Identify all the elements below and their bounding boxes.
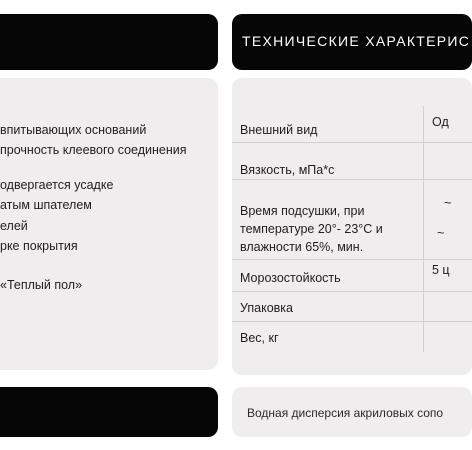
composition-text: Водная дисперсия акриловых сопо bbox=[247, 406, 444, 420]
column-divider bbox=[423, 260, 424, 292]
property-item: одвергается усадке bbox=[0, 178, 114, 192]
spec-row-viscosity bbox=[232, 143, 472, 180]
property-item: рке покрытия bbox=[0, 239, 78, 253]
spec-row-packaging bbox=[232, 292, 472, 322]
property-item: «Теплый пол» bbox=[0, 278, 83, 292]
specs-header-panel bbox=[232, 14, 472, 70]
spec-row-drying-time bbox=[232, 180, 472, 260]
column-divider bbox=[423, 143, 424, 180]
property-item: прочность клеевого соединения bbox=[0, 143, 187, 157]
product-header-panel bbox=[0, 14, 218, 70]
spec-label: Внешний вид bbox=[240, 123, 318, 137]
spec-row-frost-resistance bbox=[232, 260, 472, 292]
specs-table bbox=[232, 78, 472, 375]
spec-value: Од bbox=[432, 115, 449, 129]
spec-value-secondary: ~ bbox=[437, 226, 445, 240]
spec-value: ~ bbox=[444, 196, 452, 210]
spec-label: Время подсушки, при температуре 20°- 23°C и влажности 65%, мин. bbox=[240, 204, 383, 254]
composition-panel bbox=[232, 387, 472, 437]
column-divider bbox=[423, 322, 424, 352]
spec-label: Морозостойкость bbox=[240, 271, 341, 285]
column-divider bbox=[423, 106, 424, 143]
column-divider bbox=[423, 180, 424, 260]
properties-panel bbox=[0, 78, 218, 370]
spec-label: Упаковка bbox=[240, 301, 293, 315]
specs-title: ТЕХНИЧЕСКИЕ ХАРАКТЕРИС bbox=[242, 33, 471, 49]
column-divider bbox=[423, 292, 424, 322]
spec-row-appearance bbox=[232, 106, 472, 143]
spec-row-weight bbox=[232, 322, 472, 352]
property-item: елей bbox=[0, 219, 28, 233]
property-item: атым шпателем bbox=[0, 198, 92, 212]
composition-header-panel bbox=[0, 387, 218, 437]
spec-value: 5 ц bbox=[432, 263, 450, 277]
spec-label: Вес, кг bbox=[240, 331, 279, 345]
spec-label: Вязкость, мПа*с bbox=[240, 163, 335, 177]
property-item: впитывающих оснований bbox=[0, 123, 147, 137]
